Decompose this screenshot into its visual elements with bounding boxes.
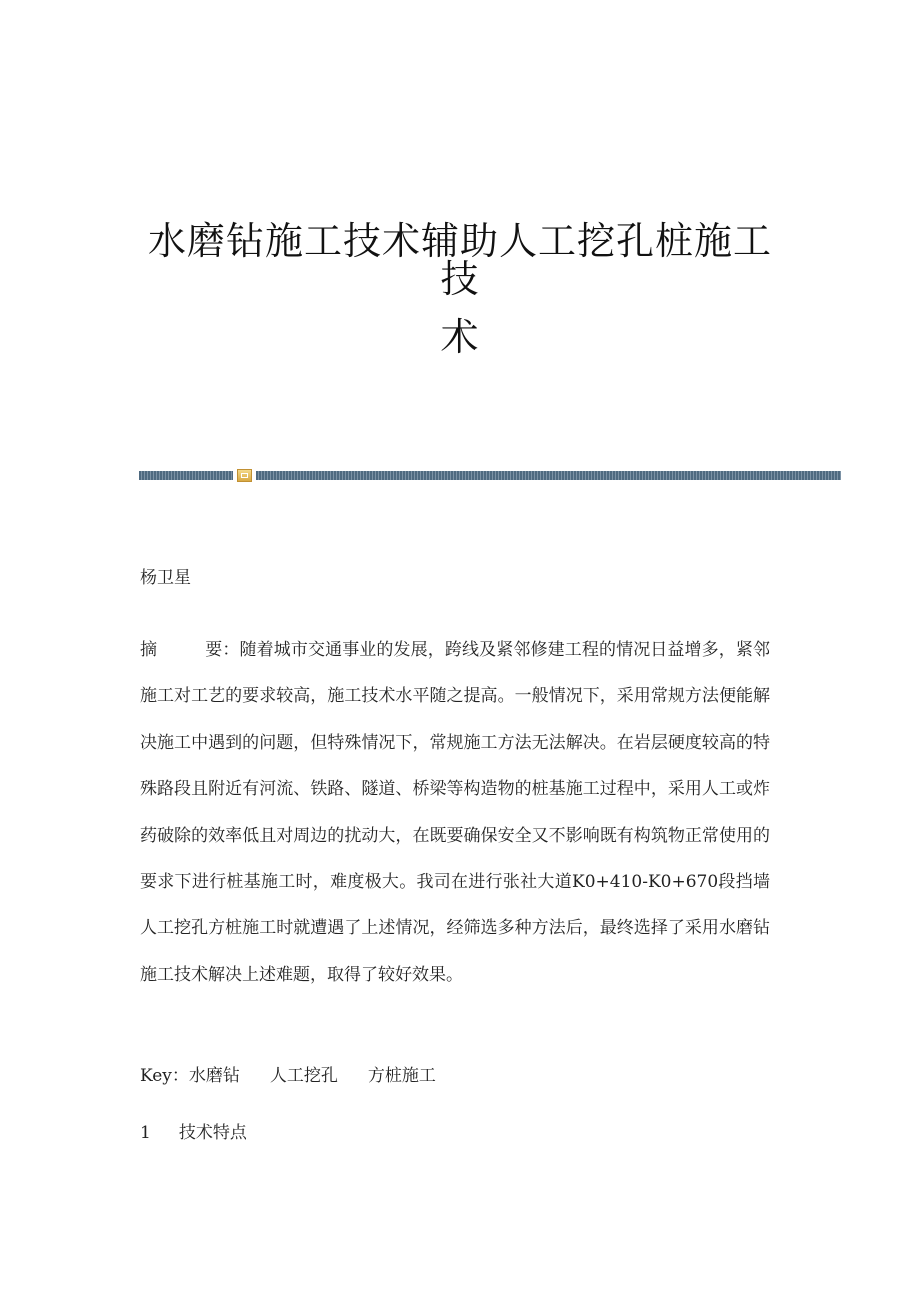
abstract-paragraph bbox=[140, 627, 770, 998]
keywords-line bbox=[140, 1068, 436, 1085]
abstract-label-first: 摘 bbox=[140, 640, 158, 660]
title-divider bbox=[139, 471, 841, 480]
divider-bar-left bbox=[139, 471, 233, 480]
abstract-body: 随着城市交通事业的发展，跨线及紧邻修建工程的情况日益增多，紧邻施工对工艺的要求较高，施工技术水平随之提高。一般情况下，采用常规方法便能解决施工中遇到的问题，但特殊情况下，常规施工方法无法解决。在岩层硬度较高的特殊路段且附近有河流、铁路、隧道、桥梁等构造物的桩基施工过程中，采用人工或炸药破除的效率低且对周边的扰动大，在既要确保安全又不影响既有构筑物正常使用的要求下进行桩基施工时，难度极大。我司在进行张社大道K0+410-K0+670段挡墙人工挖孔方桩施工时就遭遇了上述情况，经筛选多种方法后，最终选择了采用水磨钻施工技术解决上述难题，取得了较好效果。 bbox=[140, 640, 771, 985]
document-title-line-2: 术 bbox=[440, 315, 480, 359]
keyword-item: 方桩施工 bbox=[367, 1066, 436, 1086]
divider-ornament-icon bbox=[237, 469, 252, 482]
section-number: 1 bbox=[140, 1123, 151, 1143]
divider-bar-right bbox=[256, 471, 841, 480]
keyword-item: 人工挖孔 bbox=[269, 1066, 338, 1086]
author-name: 杨卫星 bbox=[140, 568, 191, 588]
keyword-item: 水磨钻 bbox=[188, 1066, 240, 1086]
keywords-label: Key： bbox=[140, 1066, 189, 1086]
document-title-line-1: 水磨钻施工技术辅助人工挖孔桩施工技 bbox=[147, 219, 772, 301]
section-title: 技术特点 bbox=[178, 1123, 247, 1143]
section-heading bbox=[140, 1125, 247, 1142]
abstract-label-second: 要： bbox=[205, 640, 240, 660]
